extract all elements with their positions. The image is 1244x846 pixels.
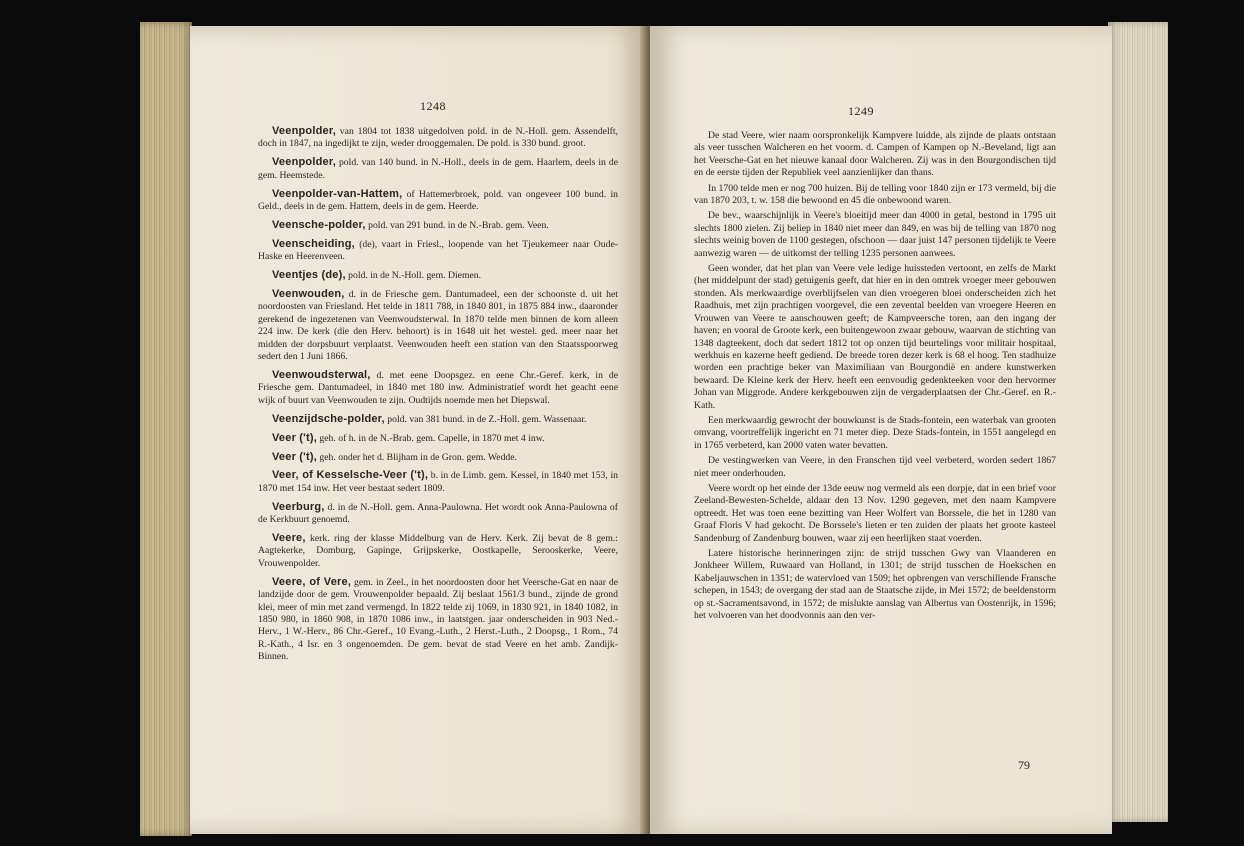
entry-headword: Veer ('t), [272, 450, 317, 463]
dictionary-entry [258, 413, 618, 426]
entry-headword: Veer, of Kesselsche-Veer ('t), [272, 469, 429, 482]
entry-headword: Veere, of Vere, [272, 575, 352, 588]
body-paragraph: Veere wordt op het einde der 13de eeuw nog vermeld als een dorpje, dat in een brief voor Zeeland-Bewesten-Schelde, aldaar den 13 Nov. 1290 gegeven, met den naam Kampvere optreedt. Het was toen eene bezitting van Heer Wolfert van Borssele, die het in 1280 van Graaf Floris V had gekocht. De Borssele's lieten er ten zuiden der plaats het groote kasteel Sandenburg of Zandenburg bouwen, waar zij een heerlijken staat voerden. [694, 482, 1056, 544]
entry-headword: Veer ('t), [272, 431, 317, 444]
entry-headword: Veenzijdsche-polder, [272, 412, 385, 425]
dictionary-entry [258, 269, 618, 282]
entry-text: of Hattemerbroek, pold. van ongeveer 100 bund. in Geld., deels in de gem. Hattem, deels in de gem. Heerde. [258, 188, 618, 213]
dictionary-entry [258, 501, 618, 527]
dictionary-entry [258, 532, 618, 570]
entry-text: geh. of h. in de N.-Brab. gem. Capelle, in 1870 met 4 inw. [316, 432, 545, 444]
body-paragraph: De vestingwerken van Veere, in den Franschen tijd veel verbeterd, worden sedert 1867 niet meer onderhouden. [694, 455, 1056, 479]
entry-text: pold. van 291 bund. in de N.-Brab. gem. Veen. [365, 219, 549, 231]
dictionary-entry [258, 576, 618, 664]
entry-text: d. met eene Doopsgez. en eene Chr.-Geref. kerk, in de Friesche gem. Dantumadeel, in 1840 met 180 inw. Administratief wordt het geacht eene wijk of buurt van Veenwouden te zijn. Oudtijds noemde men het Diepswal. [258, 370, 618, 406]
entry-text: kerk. ring der klasse Middelburg van de Herv. Kerk. Zij bevat de 8 gem.: Aagtekerke, Domburg, Gapinge, Grijpskerke, Oostkapelle, Serooskerke, Veere, Vrouwenpolder. [258, 533, 618, 569]
right-page-number: 1249 [848, 104, 874, 118]
dictionary-entry [258, 369, 618, 407]
entry-text: d. in de N.-Holl. gem. Anna-Paulowna. Het wordt ook Anna-Paulowna of de Kerkbuurt genoemd. [258, 501, 618, 526]
entry-headword: Veenwouden, [272, 288, 345, 301]
entry-headword: Veere, [272, 532, 306, 545]
entry-text: b. in de Limb. gem. Kessel, in 1840 met 153, in 1870 met 154 inw. Het veer bestaat sedert 1809. [258, 470, 619, 494]
dictionary-entry [258, 451, 618, 464]
dictionary-entry [258, 188, 618, 214]
body-paragraph: De bev., waarschijnlijk in Veere's bloeitijd meer dan 4000 in getal, bestond in 1795 uit slechts 1800 zielen. Zij beliep in 1840 niet meer dan 849, en was bij de telling van 1870 nog slechts weinig boven de 1100 gestegen, ofschoon — daar juist 147 personen tijdelijk te Veere aanwezig waren — de uitkomst der telling 1235 personen aanwees. [694, 210, 1056, 259]
entry-headword: Veenpolder, [272, 156, 336, 169]
entry-text: van 1804 tot 1838 uitgedolven pold. in de N.-Holl. gem. Assendelft, doch in 1847, na ingedijkt te zijn, weder drooggemalen. De pold. is 330 bund. groot. [258, 126, 618, 150]
left-page-edges [140, 22, 192, 836]
entry-headword: Veensche-polder, [272, 218, 366, 231]
dictionary-entry [258, 156, 618, 182]
right-page [650, 26, 1112, 834]
entry-text: pold. van 381 bund. in de Z.-Holl. gem. Wassenaar. [384, 413, 587, 425]
dictionary-entry [258, 288, 618, 363]
right-page-edges [1108, 22, 1168, 822]
entry-headword: Veenscheiding, [272, 237, 355, 250]
body-paragraph: In 1700 telde men er nog 700 huizen. Bij de telling voor 1840 zijn er 173 vermeld, bij die van 1870 203, t. w. 158 die bewoond en 45 die onbewoond waren. [694, 182, 1056, 207]
signature-mark: 79 [1018, 758, 1030, 772]
entry-text: (de), vaart in Friesl., loopende van het Tjeukemeer naar Oude-Haske en Heerenveen. [258, 238, 618, 263]
entry-headword: Veenpolder-van-Hattem, [272, 187, 403, 200]
dictionary-entry [258, 219, 618, 232]
dictionary-entry [258, 125, 618, 151]
dictionary-entry [258, 432, 618, 445]
entry-headword: Veenpolder, [272, 125, 336, 137]
body-paragraph: Geen wonder, dat het plan van Veere vele ledige huissteden vertoont, en zelfs de Markt (het middelpunt der stad) getuigenis geeft, dat hier en in den omtrek vroeger meer gebouwen stonden. Als merkwaardige overblijfselen van dien vroegeren bloei onderscheiden zich het Raadhuis, met zijn prachtigen voorgevel, die een zevental beelden van vroegere Heeren en Vrouwen van Veere te aanschouwen geeft; de Kampveersche toren, aan den ingang der haven; en vooral de Groote kerk, een buitengewoon zwaar gebouw, waarvan de stichting van 1348 dagteekent, doch dat sedert 1812 tot op onzen tijd beurtelings voor militair hospitaal, werkhuis en kazerne heeft gediend. De breede toren dezer kerk is 68 el hoog. Ten stadhuize worden een prachtige beker van Maximiliaan van Bourgondië en andere kunstwerken bewaard. De Kleine kerk der Herv. heeft een eenvoudig gedenkteeken voor den hervormer Johan van Miggrode. Andere kerkgebouwen zijn de vergaderplaatsen der Chr.-Geref. en R.-Kath. [694, 263, 1056, 411]
entry-text: gem. in Zeel., in het noordoosten door het Veersche-Gat en naar de landzijde door de gem. Vrouwenpolder bepaald. Zij beslaat 1561/3 bund., zijnde de grond klei, meer of min met zand vermengd. In 1822 telde zij 1069, in 1830 921, in 1840 1082, in 1850 980, in 1860 908, in 1870 1086 inw., in laatstgen. jaar onderscheiden in 903 Ned.-Herv., 1 W.-Herv., 86 Chr.-Geref., 10 Evang.-Luth., 2 Herst.-Luth., 2 Doopsg., 1 Rom., 74 R.-Kath., 4 Isr. en 3 ongenoemden. De gem. bevat de stad Veere en het amb. Zandijk-Binnen. [258, 576, 619, 663]
left-page [190, 26, 646, 834]
left-page-text [258, 125, 618, 669]
body-paragraph: Latere historische herinneringen zijn: de strijd tusschen Gwy van Vlaanderen en Jonkheer Willem, Ruwaard van Holland, in 1301; de strijd tusschen de Hoekschen en Kabeljauwschen in 1351; de watervloed van 1509; het opbrengen van verschillende Fransche schepen, in 1543; de overgang der stad aan de Staatsche zijde, in Mei 1572; de beeldenstorm op st.-Sacramentsavond, in 1572; de mislukte aanslag van Albertus van Oostenrijk, in 1596; het volvoeren van het doodvonnis aan den ver- [694, 548, 1056, 622]
left-page-number: 1248 [420, 99, 446, 113]
dictionary-entry [258, 469, 618, 495]
entry-text: geh. onder het d. Blijham in de Gron. gem. Wedde. [316, 451, 517, 463]
entry-headword: Veenwoudsterwal, [272, 369, 371, 381]
entry-headword: Veentjes (de), [272, 269, 346, 282]
entry-headword: Veerburg, [272, 500, 325, 513]
right-page-text [694, 130, 1056, 625]
body-paragraph: De stad Veere, wier naam oorspronkelijk Kampvere luidde, als zijnde de plaats ontstaan als veer tusschen Walcheren en het voorm. d. Campen of Kampen op N.-Beveland, ligt aan het Veersche-Gat en het nieuwe kanaal door Walcheren. Zij was in den Bourgondischen tijd en de eerste tijden der Republiek veel aanzienlijker dan thans. [694, 130, 1056, 179]
entry-text: pold. van 140 bund. in N.-Holl., deels in de gem. Haarlem, deels in de gem. Heemstede. [258, 157, 618, 181]
entry-text: pold. in de N.-Holl. gem. Diemen. [345, 270, 482, 282]
dictionary-entry [258, 238, 618, 264]
entry-text: d. in de Friesche gem. Dantumadeel, een der schoonste d. uit het noordoosten van Friesland. Het telde in 1811 788, in 1840 801, in 1875 884 inw., daaronder gerekend de ingezetenen van Veenwoudsterwal. In 1870 telde men binnen de kom alleen 224 inw. De kerk (die den Herv. behoort) is in 1648 uit het westel. ged. meer naar het midden der dorpsbuurt verplaatst. Veenwouden heeft een station van den Staatsspoorweg sedert den 1 Juni 1866. [258, 289, 618, 363]
body-paragraph: Een merkwaardig gewrocht der bouwkunst is de Stads-fontein, een waterbak van grooten omvang, voortreffelijk ingericht en 71 meter diep. Deze Stads-fontein, in 1551 aangelegd en in 1765 verbeterd, kan 2000 vaten water bevatten. [694, 414, 1056, 451]
